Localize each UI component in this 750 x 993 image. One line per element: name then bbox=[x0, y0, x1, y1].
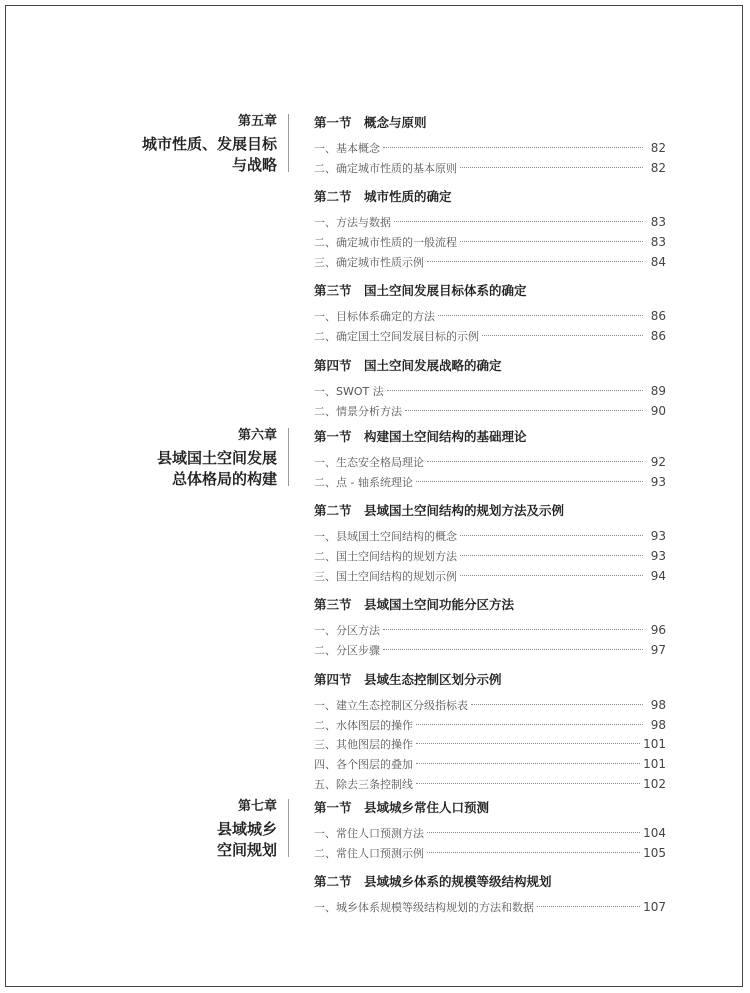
toc-entry[interactable] bbox=[314, 402, 666, 422]
entry-label: 三、国土空间结构的规划示例 bbox=[314, 569, 457, 583]
section-number: 第二节 bbox=[314, 874, 352, 890]
entry-page-number: 101 bbox=[643, 737, 666, 752]
entry-label: 二、确定城市性质的基本原则 bbox=[314, 161, 457, 175]
section-name: 县域国土空间功能分区方法 bbox=[364, 597, 515, 613]
section-name: 概念与原则 bbox=[364, 115, 427, 130]
chapter-number: 第六章 bbox=[237, 428, 277, 443]
section-number: 第三节 bbox=[314, 283, 352, 299]
toc-entry[interactable] bbox=[314, 139, 666, 159]
entry-label: 二、国土空间结构的规划方法 bbox=[314, 550, 457, 564]
dot-leader bbox=[416, 763, 640, 764]
section-entries bbox=[314, 824, 666, 863]
chapter-title bbox=[100, 819, 277, 861]
section-number: 第一节 bbox=[314, 429, 352, 444]
toc-entry[interactable] bbox=[314, 547, 666, 567]
chapter-title bbox=[100, 448, 277, 490]
dot-leader bbox=[460, 535, 643, 536]
chapter-number: 第五章 bbox=[237, 114, 277, 129]
section bbox=[314, 188, 666, 272]
section-name: 国土空间发展目标体系的确定 bbox=[364, 283, 527, 299]
section bbox=[314, 114, 666, 178]
chapter-number: 第七章 bbox=[237, 799, 277, 814]
entry-label: 二、确定城市性质的一般流程 bbox=[314, 236, 457, 250]
dot-leader bbox=[427, 852, 640, 853]
entry-label: 三、确定城市性质示例 bbox=[314, 255, 424, 269]
toc-entry[interactable] bbox=[314, 527, 666, 547]
toc-entry[interactable] bbox=[314, 844, 666, 864]
entry-label: 一、目标体系确定的方法 bbox=[314, 310, 435, 324]
dot-leader bbox=[427, 832, 640, 833]
toc-entry[interactable] bbox=[314, 233, 666, 253]
entry-page-number: 104 bbox=[643, 826, 666, 840]
dot-leader bbox=[460, 555, 643, 556]
chapter-divider bbox=[288, 428, 289, 486]
chapter-divider bbox=[288, 114, 289, 172]
dot-leader bbox=[460, 167, 643, 168]
dot-leader bbox=[460, 241, 643, 242]
section bbox=[314, 357, 666, 421]
section bbox=[314, 596, 666, 660]
section-entries bbox=[314, 527, 666, 586]
chapter-heading bbox=[100, 114, 277, 176]
entry-page-number: 83 bbox=[650, 235, 666, 250]
chapter-heading bbox=[100, 428, 277, 490]
chapter-sections bbox=[314, 799, 666, 928]
section-name: 构建国土空间结构的基础理论 bbox=[364, 429, 527, 444]
entry-label: 二、点 - 轴系统理论 bbox=[314, 475, 413, 489]
dot-leader bbox=[427, 461, 643, 462]
section-number: 第四节 bbox=[314, 357, 352, 373]
toc-entry[interactable] bbox=[314, 253, 666, 273]
chapter-divider bbox=[288, 799, 289, 857]
dot-leader bbox=[394, 221, 643, 222]
section-title[interactable] bbox=[314, 596, 666, 614]
entry-page-number: 98 bbox=[650, 697, 666, 712]
dot-leader bbox=[482, 335, 643, 336]
toc-entry[interactable] bbox=[314, 453, 666, 473]
entry-label: 一、常住人口预测方法 bbox=[314, 827, 424, 840]
entry-label: 一、建立生态控制区分级指标表 bbox=[314, 698, 468, 712]
toc-entry[interactable] bbox=[314, 567, 666, 587]
chapter-title-line: 总体格局的构建 bbox=[171, 470, 277, 488]
dot-leader bbox=[427, 261, 643, 262]
dot-leader bbox=[416, 724, 643, 725]
section-entries bbox=[314, 382, 666, 421]
entry-label: 二、水体图层的操作 bbox=[314, 718, 413, 732]
dot-leader bbox=[537, 906, 640, 907]
section-number: 第一节 bbox=[314, 800, 352, 815]
entry-label: 一、基本概念 bbox=[314, 142, 380, 155]
entry-label: 二、情景分析方法 bbox=[314, 404, 402, 418]
section-name: 县域城乡常住人口预测 bbox=[364, 800, 490, 815]
entry-page-number: 82 bbox=[650, 141, 666, 155]
chapter-sections bbox=[314, 428, 666, 804]
section bbox=[314, 799, 666, 863]
toc-entry[interactable] bbox=[314, 327, 666, 347]
dot-leader bbox=[438, 315, 643, 316]
entry-label: 一、生态安全格局理论 bbox=[314, 456, 424, 469]
toc-entry[interactable] bbox=[314, 775, 666, 795]
section-number: 第四节 bbox=[314, 671, 352, 687]
section-title[interactable] bbox=[314, 502, 666, 520]
section-title[interactable] bbox=[314, 282, 666, 300]
entry-label: 五、除去三条控制线 bbox=[314, 777, 413, 791]
toc-entry[interactable] bbox=[314, 755, 666, 775]
toc-entry[interactable] bbox=[314, 473, 666, 493]
entry-page-number: 90 bbox=[650, 403, 666, 418]
section-number: 第二节 bbox=[314, 503, 352, 519]
entry-label: 四、各个图层的叠加 bbox=[314, 757, 413, 771]
toc-entry[interactable] bbox=[314, 641, 666, 661]
toc-entry[interactable] bbox=[314, 307, 666, 327]
toc-entry[interactable] bbox=[314, 213, 666, 233]
chapter-heading bbox=[100, 799, 277, 861]
section-name: 县域城乡体系的规模等级结构规划 bbox=[364, 874, 552, 890]
section-entries bbox=[314, 898, 666, 918]
entry-page-number: 96 bbox=[650, 623, 666, 638]
section bbox=[314, 428, 666, 492]
entry-page-number: 97 bbox=[650, 643, 666, 658]
chapter-title bbox=[100, 134, 277, 176]
entry-page-number: 93 bbox=[650, 549, 666, 564]
toc-entry[interactable] bbox=[314, 735, 666, 755]
chapter-sections bbox=[314, 114, 666, 431]
section-entries bbox=[314, 213, 666, 272]
dot-leader bbox=[383, 147, 643, 148]
chapter-title-line: 空间规划 bbox=[216, 841, 277, 859]
entry-label: 二、分区步骤 bbox=[314, 644, 380, 658]
dot-leader bbox=[387, 390, 643, 391]
dot-leader bbox=[416, 743, 640, 744]
entry-label: 三、其他图层的操作 bbox=[314, 738, 413, 752]
toc-entry[interactable] bbox=[314, 898, 666, 918]
chapter-title-line: 与战略 bbox=[231, 156, 277, 174]
dot-leader bbox=[416, 481, 643, 482]
toc-entry[interactable] bbox=[314, 621, 666, 641]
section-number: 第三节 bbox=[314, 597, 352, 613]
entry-label: 一、县域国土空间结构的概念 bbox=[314, 530, 457, 544]
section bbox=[314, 282, 666, 346]
section-entries bbox=[314, 139, 666, 178]
section-entries bbox=[314, 696, 666, 794]
section-title[interactable] bbox=[314, 671, 666, 689]
section-title[interactable] bbox=[314, 799, 666, 817]
dot-leader bbox=[405, 410, 643, 411]
section bbox=[314, 671, 666, 794]
section-title[interactable] bbox=[314, 873, 666, 891]
section-number: 第一节 bbox=[314, 115, 352, 130]
entry-page-number: 86 bbox=[650, 309, 666, 324]
section bbox=[314, 502, 666, 586]
section-name: 县域国土空间结构的规划方法及示例 bbox=[364, 503, 565, 519]
entry-label: 一、方法与数据 bbox=[314, 216, 391, 230]
section-entries bbox=[314, 307, 666, 346]
section-name: 城市性质的确定 bbox=[364, 189, 452, 205]
entry-page-number: 94 bbox=[650, 568, 666, 583]
dot-leader bbox=[383, 649, 643, 650]
entry-label: 一、城乡体系规模等级结构规划的方法和数据 bbox=[314, 901, 534, 915]
entry-page-number: 84 bbox=[650, 254, 666, 269]
section-title[interactable] bbox=[314, 357, 666, 375]
dot-leader bbox=[460, 575, 643, 576]
section-name: 县域生态控制区划分示例 bbox=[364, 671, 502, 687]
section-entries bbox=[314, 453, 666, 492]
entry-page-number: 83 bbox=[650, 215, 666, 230]
section-title[interactable] bbox=[314, 428, 666, 446]
entry-page-number: 101 bbox=[643, 756, 666, 771]
section-number: 第二节 bbox=[314, 189, 352, 205]
section-title[interactable] bbox=[314, 188, 666, 206]
entry-label: 一、SWOT 法 bbox=[314, 384, 384, 398]
chapter-title-line: 县域城乡 bbox=[216, 820, 277, 838]
section-name: 国土空间发展战略的确定 bbox=[364, 357, 502, 373]
chapter-title-line: 县域国土空间发展 bbox=[156, 449, 277, 467]
toc-entry[interactable] bbox=[314, 824, 666, 844]
entry-page-number: 105 bbox=[643, 845, 666, 860]
chapter-title-line: 城市性质、发展目标 bbox=[141, 135, 277, 153]
entry-label: 一、分区方法 bbox=[314, 624, 380, 638]
entry-page-number: 102 bbox=[643, 776, 666, 791]
dot-leader bbox=[383, 629, 643, 630]
entry-page-number: 93 bbox=[650, 474, 666, 489]
toc-entry[interactable] bbox=[314, 696, 666, 716]
toc-entry[interactable] bbox=[314, 382, 666, 402]
dot-leader bbox=[471, 704, 643, 705]
toc-entry[interactable] bbox=[314, 159, 666, 179]
entry-page-number: 98 bbox=[650, 717, 666, 732]
section-entries bbox=[314, 621, 666, 660]
section-title[interactable] bbox=[314, 114, 666, 132]
section bbox=[314, 873, 666, 918]
dot-leader bbox=[416, 783, 640, 784]
entry-page-number: 93 bbox=[650, 529, 666, 544]
toc-entry[interactable] bbox=[314, 716, 666, 736]
entry-page-number: 92 bbox=[650, 455, 666, 469]
entry-page-number: 82 bbox=[650, 160, 666, 175]
entry-page-number: 86 bbox=[650, 329, 666, 344]
entry-label: 二、确定国土空间发展目标的示例 bbox=[314, 330, 479, 344]
entry-label: 二、常住人口预测示例 bbox=[314, 846, 424, 860]
entry-page-number: 107 bbox=[643, 900, 666, 915]
entry-page-number: 89 bbox=[650, 383, 666, 398]
